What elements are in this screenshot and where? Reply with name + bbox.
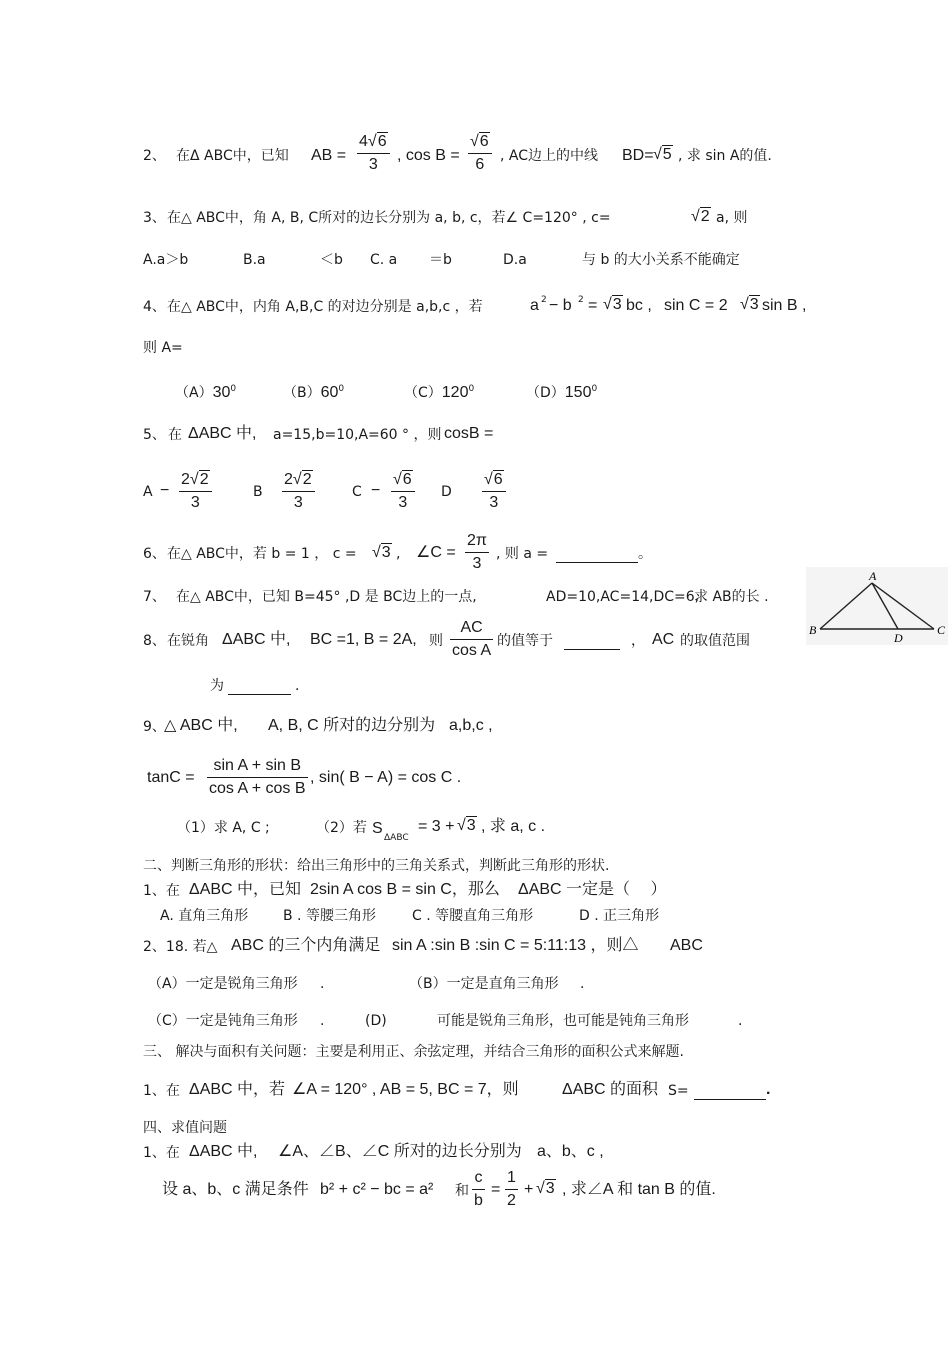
triangle-abc: ABC: [670, 937, 703, 954]
formula-sinb: sin B ,: [762, 297, 807, 314]
problem-text: a,b,c ,: [449, 717, 493, 734]
formula-angle-c: ∠C =: [416, 544, 456, 561]
problem-number: 7、: [143, 589, 166, 605]
problem-text: 设 a、b、c 满足条件: [162, 1181, 309, 1198]
option-a-key: A: [143, 484, 153, 500]
area-subscript: ΔABC: [384, 833, 409, 843]
option-a: $(A)30^0$: [175, 384, 237, 401]
problem-number: 2、: [143, 148, 166, 164]
option-b: B . 等腰三角形: [283, 908, 376, 924]
problem-text: 求 AB的长 .: [694, 589, 769, 605]
formula-eq: = 3 +: [418, 818, 455, 835]
period: 。: [638, 546, 652, 562]
problem-text: , 求 a, c .: [481, 818, 546, 835]
option-a-fraction: $\frac{2√2}{3}$: [179, 469, 212, 514]
triangle-abc: ΔABC 中，已知: [189, 881, 302, 898]
formula-cosine-law: b² + c² − bc = a²: [320, 1181, 434, 1198]
option-d-fraction: $\frac{√6}{3}$: [482, 469, 506, 514]
problem-text: 则: [429, 633, 443, 649]
option-b: （B）一定是直角三角形: [409, 976, 559, 992]
area-label: S=: [668, 1083, 689, 1099]
problem-number: 3、: [143, 210, 166, 226]
formula-ac: AC: [652, 631, 675, 648]
triangle-abc: ABC 的三个内角满足: [231, 937, 381, 954]
fraction-one-half: $\frac{1}{2}$: [507, 1169, 516, 1209]
problem-text: a, 则: [716, 210, 748, 226]
problem-text: 在Δ ABC中，已知: [176, 148, 289, 164]
option-d: 可能是锐角三角形，也可能是钝角三角形: [437, 1013, 689, 1029]
problem-text: 和: [455, 1183, 469, 1199]
section-title: 二、判断三角形的形状：给出三角形中的三角关系式，判断此三角形的形状.: [143, 858, 610, 874]
answer-blank[interactable]: [564, 634, 620, 650]
separator: ，: [631, 633, 645, 649]
problem-text: 在: [168, 427, 182, 443]
problem-text: 1、在: [143, 1145, 180, 1161]
formula-sin-b-a: , sin( B − A) = cos C .: [310, 769, 462, 786]
fraction-2pi-over-3: $\frac{2\pi}{3}$: [467, 532, 487, 572]
problem-text: 的值等于: [497, 633, 553, 649]
vertex-label-d: D: [894, 631, 903, 645]
option-a: A.a＞b: [143, 252, 189, 268]
sqrt-3: √3: [536, 1180, 555, 1197]
option-b: B.a: [243, 252, 266, 268]
option-c-sign: −: [371, 482, 381, 499]
vertex-label-c: C: [937, 623, 946, 637]
vertex-label-a: A: [869, 569, 877, 583]
fraction-4root6-over-3: $\frac{4√6}{3}$: [357, 131, 390, 176]
problem-text: 在△ ABC中，角 A, B, C所对的边长分别为 a, b, c，若∠ C=120° , c=: [167, 210, 611, 226]
period: .: [295, 678, 300, 694]
problem-text: 在锐角: [167, 633, 209, 649]
option-c: $(C)120^0$: [404, 384, 475, 401]
sqrt-5: √5: [653, 146, 672, 163]
formula-bd: BD=: [622, 147, 654, 164]
problem-number: 6、: [143, 546, 166, 562]
problem-number: 9、: [143, 719, 166, 735]
question-1: （1）求 A, C ;: [177, 820, 270, 836]
formula-bc: bc ,: [626, 297, 652, 314]
area-symbol: S: [372, 820, 383, 837]
option-a-sign: −: [160, 482, 170, 499]
option-d-rest: 与 b 的大小关系不能确定: [582, 252, 740, 268]
option-d: D . 正三角形: [579, 908, 660, 924]
option-d-key: D: [441, 484, 452, 500]
fraction-sin-over-cos: $\frac{\text{sin A + sin B}}{\text{cos A + cos B}}$: [209, 757, 306, 797]
formula-a: a: [530, 297, 539, 314]
period: .: [766, 1081, 771, 1098]
option-d-key: (D): [365, 1013, 387, 1029]
problem-number: 5、: [143, 427, 166, 443]
formula-ab: AB =: [311, 147, 347, 164]
answer-blank[interactable]: [694, 1084, 766, 1100]
problem-text: 则 A=: [143, 340, 183, 356]
problem-text: ,: [396, 546, 401, 562]
section-title: 四、求值问题: [143, 1120, 227, 1136]
problem-text: , 则 a =: [496, 546, 549, 562]
triangle-abc: ΔABC 一定是（ ）: [518, 881, 667, 898]
problem-text: AD=10,AC=14,DC=6,: [546, 589, 700, 605]
option-d-dot: .: [738, 1013, 743, 1029]
answer-blank[interactable]: [228, 679, 291, 695]
problem-text: 2、18. 若△: [143, 939, 218, 955]
fraction-ac-over-cosa: $\frac{AC}{\text{cos A}}$: [452, 619, 492, 659]
option-b-rest: ＜b: [320, 252, 343, 268]
superscript: 2: [541, 295, 547, 305]
option-c-dot: .: [320, 1013, 325, 1029]
formula-tanc: tanC =: [147, 769, 195, 786]
fraction-c-over-b: $\frac{c}{b}$: [474, 1169, 483, 1209]
formula-ratio: sin A :sin B :sin C = 5:11:13 ，则△: [392, 937, 639, 954]
formula-sinc: sin C = 2: [664, 297, 728, 314]
problem-text: 1、在: [143, 1083, 180, 1099]
problem-text: , 求∠A 和 tan B 的值.: [562, 1181, 716, 1198]
option-a-dot: .: [320, 976, 325, 992]
triangle-abc: ΔABC 的面积: [562, 1081, 659, 1098]
problem-number: 4、: [143, 299, 166, 315]
option-a: （A）一定是锐角三角形: [148, 976, 298, 992]
problem-condition: a=15,b=10,A=60 ° ，则: [273, 427, 442, 443]
option-b-fraction: $\frac{2√2}{3}$: [282, 469, 315, 514]
problem-text: 的取值范围: [680, 633, 750, 649]
option-c-key: C: [352, 484, 362, 500]
triangle-abc: △ ABC 中,: [164, 717, 238, 734]
answer-blank[interactable]: [556, 547, 638, 563]
problem-condition: BC =1, B = 2A,: [310, 631, 417, 648]
triangle-abc: ΔABC 中，若: [189, 1081, 286, 1098]
formula-eq: =: [588, 297, 598, 314]
superscript: 2: [578, 295, 584, 305]
option-c: C . 等腰直角三角形: [412, 908, 534, 924]
option-c-fraction: $\frac{√6}{3}$: [391, 469, 415, 514]
formula-plus: +: [524, 1181, 534, 1198]
problem-condition: ∠A = 120° , AB = 5, BC = 7，则: [292, 1081, 519, 1098]
triangle-abc: ΔABC 中,: [222, 631, 291, 648]
formula-eq: =: [491, 1181, 501, 1198]
problem-text: 在△ ABC中，若 b = 1 ， c =: [167, 546, 357, 562]
option-d: D.a: [503, 252, 527, 268]
sqrt-2: √2: [691, 208, 710, 225]
problem-text: , 求 sin A的值.: [678, 148, 772, 164]
section-title: 三、 解决与面积有关问题：主要是利用正、余弦定理，并结合三角形的面积公式来解题.: [143, 1044, 684, 1060]
option-c: C. a: [370, 252, 398, 268]
sqrt-3: √3: [372, 544, 391, 561]
option-c-rest: ＝b: [429, 252, 452, 268]
triangle-diagram: [806, 567, 948, 645]
option-c: （C）一定是钝角三角形: [148, 1013, 298, 1029]
problem-condition: ∠A、∠B、∠C 所对的边长分别为: [278, 1143, 522, 1160]
problem-text: 在△ ABC中，已知 B=45° ,D 是 BC边上的一点,: [176, 589, 477, 605]
problem-text: 在△ ABC中，内角 A,B,C 的对边分别是 a,b,c ，若: [167, 299, 483, 315]
formula-cosb: cosB =: [444, 425, 494, 442]
formula-cosb: , cos B =: [397, 147, 460, 164]
option-a: A. 直角三角形: [160, 908, 249, 924]
formula-condition: 2sin A cos B = sin C，那么: [310, 881, 500, 898]
sqrt-3: √3: [740, 296, 759, 313]
formula-minus-b: − b: [549, 297, 572, 314]
fraction-root6-over-6: $\frac{√6}{6}$: [468, 131, 492, 176]
triangle-figure: [806, 567, 948, 645]
problem-text: 1、在: [143, 883, 180, 899]
option-b-dot: .: [580, 976, 585, 992]
option-b: $(B)60^0$: [283, 384, 345, 401]
sqrt-3: √3: [457, 817, 476, 834]
option-d: $(D)150^0$: [526, 384, 598, 401]
triangle-abc: ΔABC 中,: [188, 425, 257, 442]
problem-number: 8、: [143, 633, 166, 649]
question-2: （2）若: [316, 820, 367, 836]
problem-text: , AC边上的中线: [500, 148, 599, 164]
option-b-key: B: [253, 484, 263, 500]
problem-text: 为: [210, 678, 224, 694]
sqrt-3: √3: [603, 296, 622, 313]
triangle-abc: ΔABC 中,: [189, 1143, 258, 1160]
vertex-label-b: B: [809, 623, 817, 637]
problem-text: A, B, C 所对的边分别为: [268, 717, 436, 734]
sides-abc: a、b、c ,: [537, 1143, 604, 1160]
